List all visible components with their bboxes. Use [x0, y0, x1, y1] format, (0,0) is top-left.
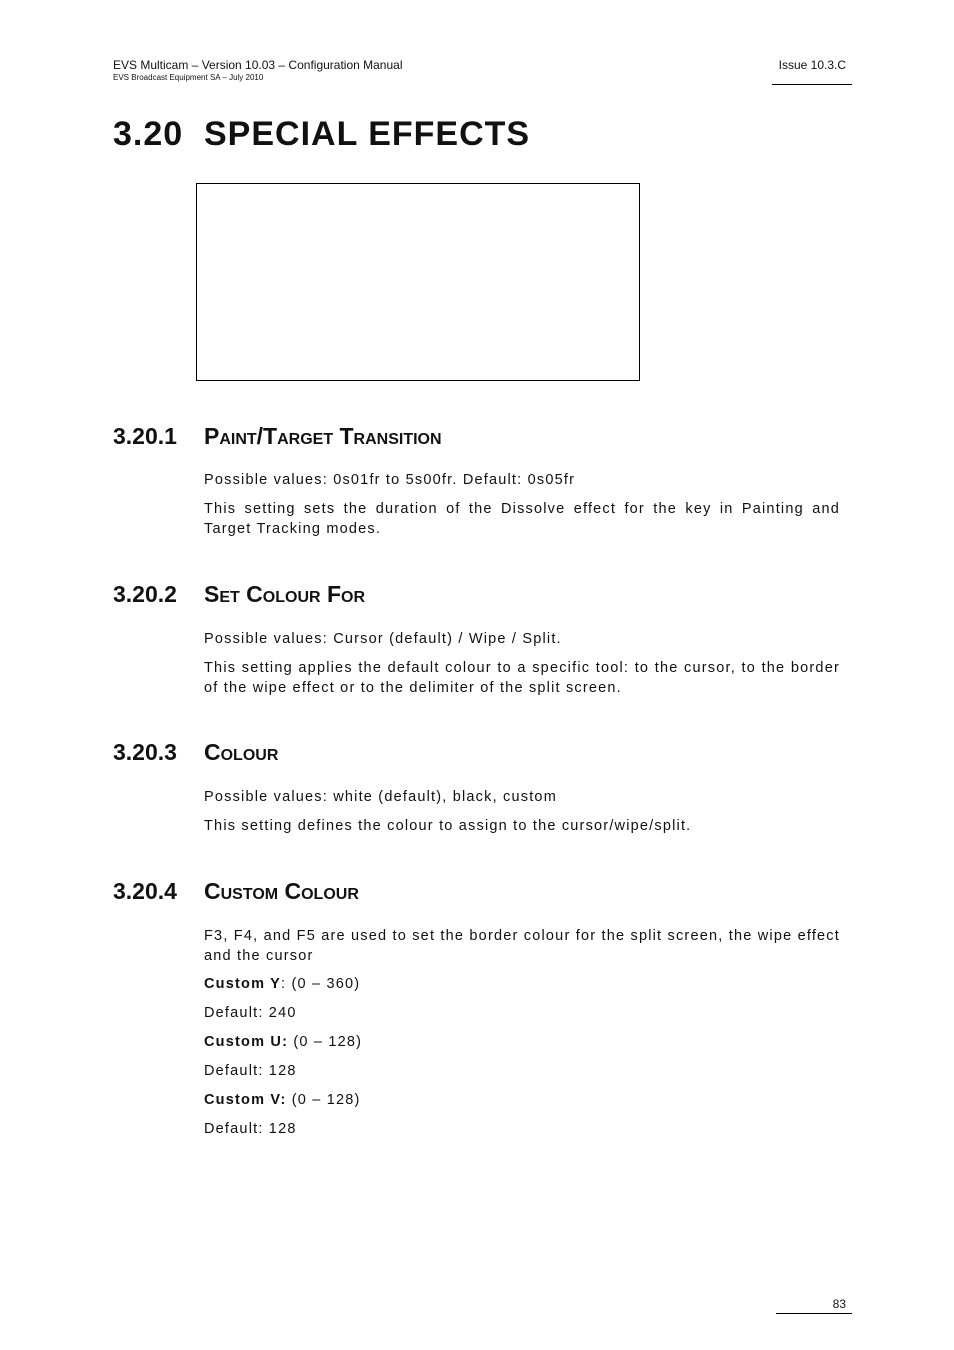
- param-range: (0 – 128): [286, 1092, 361, 1108]
- section-number: 3.20.3: [113, 739, 177, 765]
- section-description: This setting defines the colour to assign to the cursor/wipe/split.: [204, 818, 692, 834]
- param-label: Custom U:: [204, 1034, 289, 1050]
- page-number: 83: [832, 1297, 846, 1311]
- param-range: : (0 – 360): [281, 976, 361, 992]
- section-title: Paint/Target Transition: [204, 423, 442, 449]
- header-rule: [772, 84, 852, 85]
- section-description: F3, F4, and F5 are used to set the border colour for the split screen, the wipe effect and the cursor: [204, 928, 840, 964]
- section-number: 3.20.4: [113, 878, 177, 904]
- param-label: Custom V:: [204, 1092, 287, 1108]
- header-issue: Issue 10.3.C: [778, 58, 846, 72]
- param-default: Default: 128: [204, 1063, 297, 1079]
- page-title-number: 3.20: [113, 115, 184, 153]
- param-custom-v: [204, 1090, 840, 1110]
- section-description: This setting applies the default colour to a specific tool: to the cursor, to the border of the wipe effect or to the delimiter of the split screen.: [204, 660, 840, 696]
- section-title: Set Colour For: [204, 581, 365, 607]
- param-custom-y: [204, 974, 840, 994]
- header-subtitle: EVS Broadcast Equipment SA – July 2010: [113, 73, 264, 82]
- page-title: [113, 112, 530, 156]
- page-title-text: SPECIAL EFFECTS: [204, 115, 531, 153]
- page-header: [113, 58, 403, 83]
- header-title: EVS Multicam – Version 10.03 – Configuration Manual: [113, 58, 403, 72]
- section-number: 3.20.2: [113, 581, 177, 607]
- param-default: Default: 128: [204, 1121, 297, 1137]
- param-custom-u: [204, 1032, 840, 1052]
- possible-values-text: Possible values: 0s01fr to 5s00fr. Default: 0s05fr: [204, 472, 576, 488]
- section-heading-paint-target-transition: [113, 421, 442, 451]
- screenshot-placeholder-frame: [196, 183, 640, 381]
- section-description: This setting sets the duration of the Dissolve effect for the key in Painting and Target Tracking modes.: [204, 501, 840, 537]
- section-heading-colour: [113, 737, 278, 767]
- section-heading-set-colour-for: [113, 579, 365, 609]
- section-title: Custom Colour: [204, 878, 359, 904]
- param-label: Custom Y: [204, 976, 282, 992]
- param-range: (0 – 128): [288, 1034, 363, 1050]
- possible-values-text: Possible values: white (default), black, custom: [204, 789, 557, 805]
- section-number: 3.20.1: [113, 423, 177, 449]
- possible-values-text: Possible values: Cursor (default) / Wipe / Split.: [204, 631, 562, 647]
- footer-rule: [776, 1313, 852, 1314]
- section-heading-custom-colour: [113, 876, 359, 906]
- param-default: Default: 240: [204, 1005, 297, 1021]
- section-title: Colour: [204, 739, 279, 765]
